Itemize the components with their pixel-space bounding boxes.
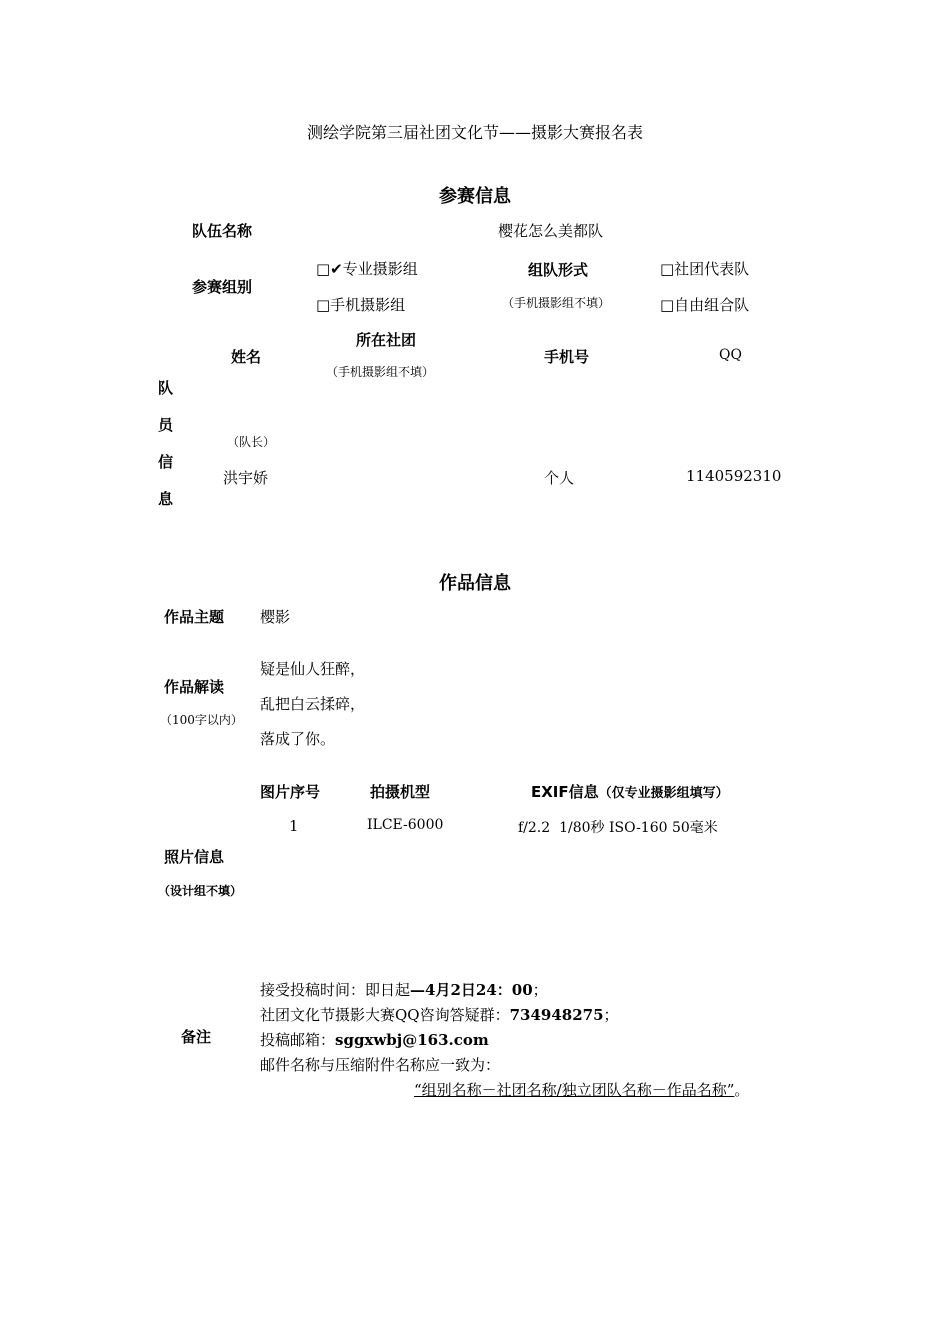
theme-label: 作品主题 xyxy=(164,608,225,626)
captain-note: （队长） xyxy=(227,435,276,449)
members-col-phone: 手机号 xyxy=(544,348,590,366)
notes-line-email xyxy=(260,1029,489,1050)
interpretation-label: 作品解读 xyxy=(164,678,225,696)
photo-col-camera: 拍摄机型 xyxy=(370,783,431,801)
photo-col-exif xyxy=(531,781,729,802)
interpretation-note: （100字以内） xyxy=(160,713,243,727)
members-side-label-3: 信 xyxy=(158,453,174,471)
photo-info-note: （设计组不填） xyxy=(158,884,243,898)
team-form-option-free: □自由组合队 xyxy=(660,296,750,314)
members-col-club-note: （手机摄影组不填） xyxy=(326,365,435,379)
photo-row-no: 1 xyxy=(289,817,299,835)
team-form-label: 组队形式 xyxy=(528,261,589,279)
photo-info-label: 照片信息 xyxy=(164,848,225,866)
notes-line-email-value: sggxwbj@163.com xyxy=(335,1031,489,1049)
members-col-name: 姓名 xyxy=(231,348,262,366)
notes-line-deadline xyxy=(260,979,548,1000)
document-title: 测绘学院第三届社团文化节——摄影大赛报名表 xyxy=(306,123,643,142)
members-side-label-4: 息 xyxy=(158,490,174,508)
team-name-value: 樱花怎么美都队 xyxy=(498,222,604,240)
notes-line-naming: 邮件名称与压缩附件名称应一致为： xyxy=(260,1056,501,1074)
team-form-note: （手机摄影组不填） xyxy=(502,296,611,310)
team-form-option-club: □社团代表队 xyxy=(660,260,750,278)
member-qq: 1140592310 xyxy=(686,467,782,485)
notes-line-deadline-value: —4月2日24：00 xyxy=(410,981,533,999)
photo-col-exif-text: EXIF信息 xyxy=(531,783,599,801)
group-label: 参赛组别 xyxy=(192,278,253,296)
theme-value: 樱影 xyxy=(260,608,291,626)
notes-line-qq-prefix: 社团文化节摄影大赛QQ咨询答疑群： xyxy=(260,1006,510,1024)
photo-col-no: 图片序号 xyxy=(260,783,321,801)
group-option-phone: □手机摄影组 xyxy=(316,296,406,314)
photo-col-exif-note: （仅专业摄影组填写） xyxy=(598,786,729,801)
interpretation-line-3: 落成了你。 xyxy=(260,730,336,748)
notes-line-format xyxy=(414,1079,749,1100)
members-side-label-2: 员 xyxy=(158,416,174,434)
member-phone: 个人 xyxy=(544,469,575,487)
members-side-label-1: 队 xyxy=(158,379,174,397)
members-col-club: 所在社团 xyxy=(356,331,417,349)
member-name: 洪宇娇 xyxy=(223,469,269,487)
notes-line-deadline-prefix: 接受投稿时间：即日起 xyxy=(260,981,411,999)
group-option-pro: □✔专业摄影组 xyxy=(316,260,418,278)
team-name-label: 队伍名称 xyxy=(192,222,253,240)
notes-line-deadline-suffix: ； xyxy=(532,981,548,999)
notes-line-email-prefix: 投稿邮箱： xyxy=(260,1031,336,1049)
notes-line-qq-value: 734948275 xyxy=(509,1006,604,1024)
notes-line-qq xyxy=(260,1004,619,1025)
photo-row-exif: f/2.2 1/80秒 ISO-160 50毫米 xyxy=(518,820,718,836)
notes-label: 备注 xyxy=(181,1028,212,1046)
notes-line-qq-suffix: ； xyxy=(603,1006,619,1024)
members-col-qq: QQ xyxy=(719,347,742,363)
section-title-registration: 参赛信息 xyxy=(439,186,511,207)
section-title-work: 作品信息 xyxy=(439,573,511,594)
interpretation-line-1: 疑是仙人狂醉， xyxy=(260,660,366,678)
notes-line-format-pattern: “组别名称－社团名称/独立团队名称－作品名称” xyxy=(414,1081,735,1099)
photo-row-camera: ILCE-6000 xyxy=(367,817,444,833)
interpretation-line-2: 乱把白云揉碎， xyxy=(260,695,366,713)
notes-line-format-suffix: 。 xyxy=(734,1081,750,1099)
